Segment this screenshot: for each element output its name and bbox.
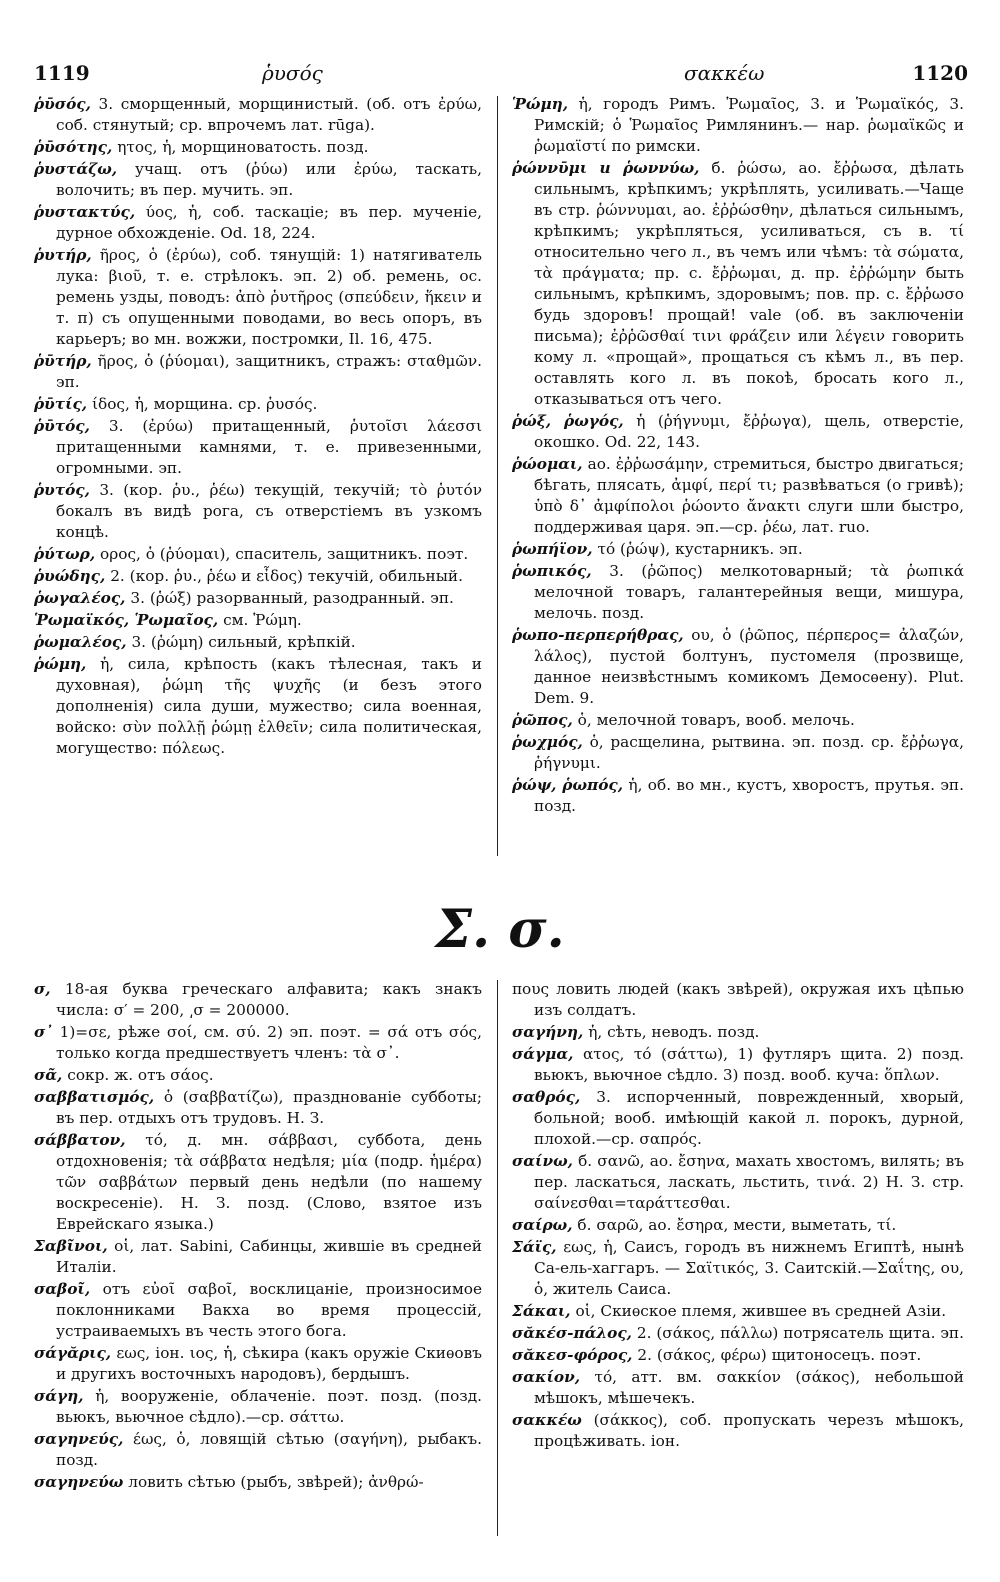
dictionary-entry [34, 1472, 482, 1493]
entry-headword: σαγήνη, [512, 1023, 584, 1041]
entry-headword: σάββατον, [34, 1131, 126, 1149]
dictionary-entry [512, 1345, 964, 1366]
entry-headword: σᾶ, [34, 1066, 63, 1084]
entry-headword: σαίνω, [512, 1152, 573, 1170]
dictionary-entry [34, 1022, 482, 1064]
dictionary-entry [512, 1323, 964, 1344]
dictionary-entry [34, 94, 482, 136]
dictionary-entry [34, 1087, 482, 1129]
dictionary-entry [34, 979, 482, 1021]
dictionary-entry [34, 632, 482, 653]
entry-definition: ловить сѣтью (рыбъ, звѣрей); ἀνθρώ- [128, 1473, 424, 1491]
dictionary-entry [34, 1429, 482, 1471]
entry-definition: 3. (кор. ῥυ., ῥέω) текущій, текучій; τὸ ῥυτόν бокалъ въ видѣ рога, съ отверстіемъ въ узкомъ концѣ. [56, 481, 482, 541]
entry-definition: б. σανῶ, ао. ἔσηνα, махать хвостомъ, вилять; въ пер. ласкаться, ласкать, льстить, τινά. 2) Н. З. стр. σαίνεσθαι=ταράττεσθαι. [534, 1152, 964, 1212]
dictionary-entry [34, 480, 482, 543]
running-head-right: σακκέω [684, 61, 765, 85]
entry-definition: 1)=σε, рѣже σοί, см. σύ. 2) эп. поэт. = σά отъ σός, только когда предшествуетъ членъ: τὰ σ᾽. [56, 1023, 482, 1062]
page-header [34, 58, 968, 88]
entry-definition: б. ῥώσω, ао. ἔῤῥωσα, дѣлать сильнымъ, крѣпкимъ; укрѣплять, усиливать.—Чаще въ стр. ῥώννυμαι, ао. ἐῤῥώσθην, дѣлаться сильнымъ, крѣпкимъ; укрѣпляться, усиливаться, съ в. τί относительно чего л., въ чемъ или чѣмъ: τὰ σώματα, τὰ πράγματα; пр. с. ἔῤῥωμαι, д. пр. ἐῤῥώμην быть сильнымъ, крѣпкимъ, здоровымъ; пов. пр. с. ἔῤῥωσο будь здоровъ! прощай! vale (об. въ заключеніи письма); ἐῤῥῶσθαί τινι φράζειν или λέγειν говорить кому л. «прощай», прощаться съ кѣмъ л., въ пер. оставлять кого л. въ покоѣ, бросать кого л., отказываться отъ чего. [534, 159, 964, 408]
entry-definition: ορος, ὁ (ῥύομαι), спаситель, защитникъ. поэт. [100, 545, 469, 563]
dictionary-entry [512, 454, 964, 538]
entry-headword: ῥῡτίς, [34, 395, 88, 413]
dictionary-entry [34, 394, 482, 415]
entry-headword: Σάϊς, [512, 1238, 557, 1256]
column-bottom-right [512, 979, 964, 1539]
entry-headword: ῥῡσότης, [34, 138, 113, 156]
dictionary-entry [512, 1022, 964, 1043]
entry-headword: ῥῡτήρ, [34, 352, 92, 370]
dictionary-entry [34, 1130, 482, 1235]
dictionary-entry [512, 1367, 964, 1409]
entry-headword: Ῥωμαϊκός, Ῥωμαῖος, [34, 611, 219, 629]
dictionary-entry [34, 566, 482, 587]
dictionary-entry [34, 159, 482, 201]
dictionary-entry [512, 732, 964, 774]
entry-definition: отъ εὐοῖ σαβοῖ, восклицаніе, произносимое поклонниками Вакха во время процессій, устраиваемыхъ въ честь этого бога. [56, 1280, 482, 1340]
entry-headword: σ, [34, 980, 51, 998]
entry-headword: ῥώμη, [34, 655, 87, 673]
entry-headword: σάγη, [34, 1387, 84, 1405]
column-bottom-left [34, 979, 482, 1539]
dictionary-entry [34, 245, 482, 350]
entry-definition: учащ. отъ (ῥύω) или ἐρύω, таскать, волочить; въ пер. мучить. эп. [56, 160, 482, 199]
entry-headword: Σάκαι, [512, 1302, 571, 1320]
entry-definition: 2. (кор. ῥυ., ῥέω и εἶδος) текучій, обильный. [110, 567, 463, 585]
entry-headword: ῥωμαλέος, [34, 633, 127, 651]
entry-definition: 3. (ῥώμη) сильный, крѣпкій. [131, 633, 356, 651]
entry-definition: 3. испорченный, поврежденный, хворый, больной; вооб. имѣющій какой л. порокъ, дурной, плохой.—ср. σαπρός. [534, 1088, 964, 1148]
dictionary-entry [34, 137, 482, 158]
dictionary-entry [34, 544, 482, 565]
entry-headword: ῥωπικός, [512, 562, 592, 580]
entry-headword: ῥυώδης, [34, 567, 106, 585]
entry-headword: σαγηνεύς, [34, 1430, 124, 1448]
entry-definition: ἡ (ῥήγνυμι, ἔῤῥωγα), щель, отверстіе, окошко. Od. 22, 143. [534, 412, 964, 451]
entry-headword: σ᾽ [34, 1023, 53, 1041]
dictionary-entry [34, 1386, 482, 1428]
dictionary-entry [34, 654, 482, 759]
entry-definition: ὁ (σαββατίζω), празднованіе субботы; въ пер. отдыхъ отъ трудовъ. Н. З. [56, 1088, 482, 1127]
dictionary-entry [512, 158, 964, 410]
entry-headword: ῥυστακτύς, [34, 203, 136, 221]
dictionary-entry [34, 1236, 482, 1278]
dictionary-entry [512, 1215, 964, 1236]
entry-definition: 3. (ῥῶπος) мелкотоварный; τὰ ῥωπικά мелочной товаръ, галантерейныя вещи, мишура, мелочь. позд. [534, 562, 964, 622]
entry-headword: ῥῡσός, [34, 95, 91, 113]
entry-headword: σᾰκέσ-πάλος, [512, 1324, 632, 1342]
entry-definition: 18-ая буква греческаго алфавита; какъ знакъ числа: σ′ = 200, ͵σ = 200000. [56, 980, 482, 1019]
entry-definition: ου, ὁ (ῥῶπος, πέρπερος= ἀλαζών, λάλος), пустой болтунъ, пустомеля (прозвище, данное неизвѣстнымъ комикомъ Демосѳену). Plut. Dem. 9. [534, 626, 964, 707]
column-divider-bottom [497, 980, 498, 1536]
entry-headword: ῥῶπος, [512, 711, 573, 729]
entry-definition: ύος, ἡ, соб. таскаціе; въ пер. мученіе, дурное обхожденіе. Od. 18, 224. [56, 203, 482, 242]
entry-definition: πους ловить людей (какъ звѣрей), окружая ихъ цѣпью изъ солдатъ. [512, 980, 964, 1019]
dictionary-entry [34, 351, 482, 393]
entry-definition: 2. (σάκος, πάλλω) потрясатель щита. эп. [636, 1324, 964, 1342]
entry-definition: ατος, τό (σάττω), 1) футляръ щита. 2) позд. вьюкъ, вьючное сѣдло. 3) позд. вооб. куча: ὅπλων. [534, 1045, 964, 1084]
entry-definition: сокр. ж. отъ σάος. [67, 1066, 214, 1084]
dictionary-entry [34, 1343, 482, 1385]
dictionary-entry [34, 610, 482, 631]
entry-definition: ἡ, вооруженіе, облаченіе. поэт. позд. (позд. вьюкъ, вьючное сѣдло).—ср. σάττω. [56, 1387, 482, 1426]
dictionary-entry [34, 1065, 482, 1086]
entry-definition: б. σαρῶ, ао. ἔσηρα, мести, выметать, τί. [577, 1216, 897, 1234]
dictionary-entry [512, 625, 964, 709]
column-divider-top [497, 96, 498, 856]
page-number-left: 1119 [34, 61, 90, 85]
entry-headword: ῥυστάζω, [34, 160, 118, 178]
entry-headword: σακκέω [512, 1411, 582, 1429]
dictionary-entry [512, 979, 964, 1021]
entry-headword: ῥυτός, [34, 481, 90, 499]
entry-definition: ῆρος, ὁ (ἐρύω), соб. тянущій: 1) натягиватель лука: βιοῦ, т. е. стрѣлокъ. эп. 2) об. ремень, ос. ремень узды, поводъ: ἀπὸ ῥυτῆρος (σπεύδειν, ἥκειν и т. п) съ опущенными поводами, во весь опоръ, въ карьеръ; во мн. вожжи, постромки, Il. 16, 475. [56, 246, 482, 348]
entry-definition: οἱ, Скиѳское племя, жившее въ средней Азіи. [575, 1302, 947, 1320]
entry-definition: ὁ, расщелина, рытвина. эп. позд. ср. ἔῤῥωγα, ῥήγνυμι. [534, 733, 964, 772]
entry-definition: ίδος, ἡ, морщина. ср. ῥυσός. [92, 395, 318, 413]
dictionary-entry [512, 1301, 964, 1322]
entry-headword: ῥώξ, ῥωγός, [512, 412, 624, 430]
dictionary-entry [512, 1237, 964, 1300]
entry-definition: 3. (ῥώξ) разорванный, разодранный. эп. [130, 589, 454, 607]
dictionary-entry [34, 1279, 482, 1342]
entry-definition: ὁ, мелочной товаръ, вооб. мелочь. [577, 711, 855, 729]
entry-definition: ао. ἐῤῥωσάμην, стремиться, быстро двигаться; бѣгать, плясать, ἀμφί, περί τι; развѣваться (о гривѣ); ὑπὸ δ᾽ ἀμφίπολοι ῥώοντο ἄνακτι слуги шли быстро, поддерживая царя. эп.—ср. ῥέω, лат. ruo. [534, 455, 964, 536]
entry-headword: Ῥώμη, [512, 95, 569, 113]
entry-definition: см. Ῥώμη. [223, 611, 302, 629]
entry-headword: σαγηνεύω [34, 1473, 124, 1491]
entry-definition: τό (ῥώψ), кустарникъ. эп. [597, 540, 803, 558]
entry-definition: ἡ, сѣть, неводъ. позд. [588, 1023, 760, 1041]
entry-definition: 2. (σάκος, φέρω) щитоносецъ. поэт. [637, 1346, 922, 1364]
entry-definition: τό, д. мн. σάββασι, суббота, день отдохновенія; τὰ σάββατα недѣля; μία (подр. ἡμέρα) τῶν σαββάτων первый день недѣли (по нашему воскресеніе). Н. З. позд. (Слово, взятое изъ Еврейскаго языка.) [56, 1131, 482, 1233]
dictionary-entry [34, 588, 482, 609]
dictionary-entry [512, 539, 964, 560]
dictionary-entry [34, 202, 482, 244]
column-top-right [512, 94, 964, 864]
entry-headword: σακίον, [512, 1368, 581, 1386]
section-letter-heading: Σ. σ. [435, 899, 565, 960]
entry-definition: εως, іон. ιος, ἡ, сѣкира (какъ оружіе Скиѳовъ и другихъ восточныхъ народовъ), бердышъ. [56, 1344, 482, 1383]
entry-headword: σαββατισμός, [34, 1088, 155, 1106]
entry-headword: ῥωχμός, [512, 733, 583, 751]
dictionary-entry [512, 94, 964, 157]
dictionary-entry [512, 1410, 964, 1452]
entry-definition: 3. (ἐρύω) притащенный, ῥυτοῖσι λάεσσι притащенными камнями, т. е. привезенными, огромными. эп. [56, 417, 482, 477]
entry-headword: ῥωπήϊον, [512, 540, 593, 558]
column-top-left [34, 94, 482, 864]
entry-headword: ῥύτωρ, [34, 545, 96, 563]
dictionary-entry [512, 1087, 964, 1150]
dictionary-entry [512, 775, 964, 817]
entry-headword: ῥωπο-περπερήθρας, [512, 626, 684, 644]
entry-headword: σάγμα, [512, 1045, 574, 1063]
page-number-right: 1120 [912, 61, 968, 85]
dictionary-entry [512, 1044, 964, 1086]
entry-definition: ἡ, городъ Римъ. Ῥωμαῖος, 3. и Ῥωμαϊκός, 3. Римскій; ὁ Ῥωμαῖος Римлянинъ.— нар. ῥωμαϊκῶς и ῥωμαϊστί по римски. [534, 95, 964, 155]
entry-headword: σαίρω, [512, 1216, 573, 1234]
entry-definition: ητος, ἡ, морщиноватость. позд. [117, 138, 369, 156]
entry-definition: (σάκκος), соб. пропускать черезъ мѣшокъ, процѣживать. іон. [534, 1411, 964, 1450]
entry-headword: Σαβῖνοι, [34, 1237, 108, 1255]
entry-headword: ῥώομαι, [512, 455, 583, 473]
dictionary-entry [512, 411, 964, 453]
entry-definition: τό, атт. вм. σακκίον (σάκος), небольшой мѣшокъ, мѣшечекъ. [534, 1368, 964, 1407]
dictionary-entry [512, 1151, 964, 1214]
dictionary-entry [512, 710, 964, 731]
entry-headword: ῥῡτός, [34, 417, 90, 435]
dictionary-entry [34, 416, 482, 479]
entry-definition: οἱ, лат. Sabini, Сабинцы, жившіе въ средней Италіи. [56, 1237, 482, 1276]
entry-definition: ἡ, об. во мн., кустъ, хворостъ, прутья. эп. позд. [534, 776, 964, 815]
entry-headword: σᾰκεσ-φόρος, [512, 1346, 633, 1364]
running-head-left: ῥυσός [262, 61, 323, 85]
entry-definition: ῆρος, ὁ (ῥύομαι), защитникъ, стражъ: σταθμῶν. эп. [56, 352, 482, 391]
dictionary-entry [512, 561, 964, 624]
entry-definition: έως, ὁ, ловящій сѣтью (σαγήνη), рыбакъ. позд. [56, 1430, 482, 1469]
entry-headword: ῥώψ, ῥωπός, [512, 776, 624, 794]
entry-headword: ῥωγαλέος, [34, 589, 126, 607]
entry-headword: ῥυτήρ, [34, 246, 92, 264]
entry-headword: σαθρός, [512, 1088, 581, 1106]
entry-definition: ἡ, сила, крѣпость (какъ тѣлесная, такъ и духовная), ῥώμη τῆς ψυχῆς (и безъ этого дополненія) сила души, мужество; сила военная, войско: σὺν πολλῇ ῥώμῃ ἐλθεῖν; сила политическая, могущество: πόλεως. [56, 655, 482, 757]
entry-definition: 3. сморщенный, морщинистый. (об. отъ ἐρύω, соб. стянутый; ср. впрочемъ лат. rūga). [56, 95, 482, 134]
entry-headword: σαβοῖ, [34, 1280, 91, 1298]
entry-definition: εως, ἡ, Саисъ, городъ въ нижнемъ Египтѣ, нынѣ Са-ель-хаггаръ. — Σαϊτικός, 3. Саитскій.—Σαΐτης, ου, ὁ, житель Саиса. [534, 1238, 964, 1298]
entry-headword: σάγᾰρις, [34, 1344, 112, 1362]
entry-headword: ῥώννῡμι и ῥωννύω, [512, 159, 700, 177]
